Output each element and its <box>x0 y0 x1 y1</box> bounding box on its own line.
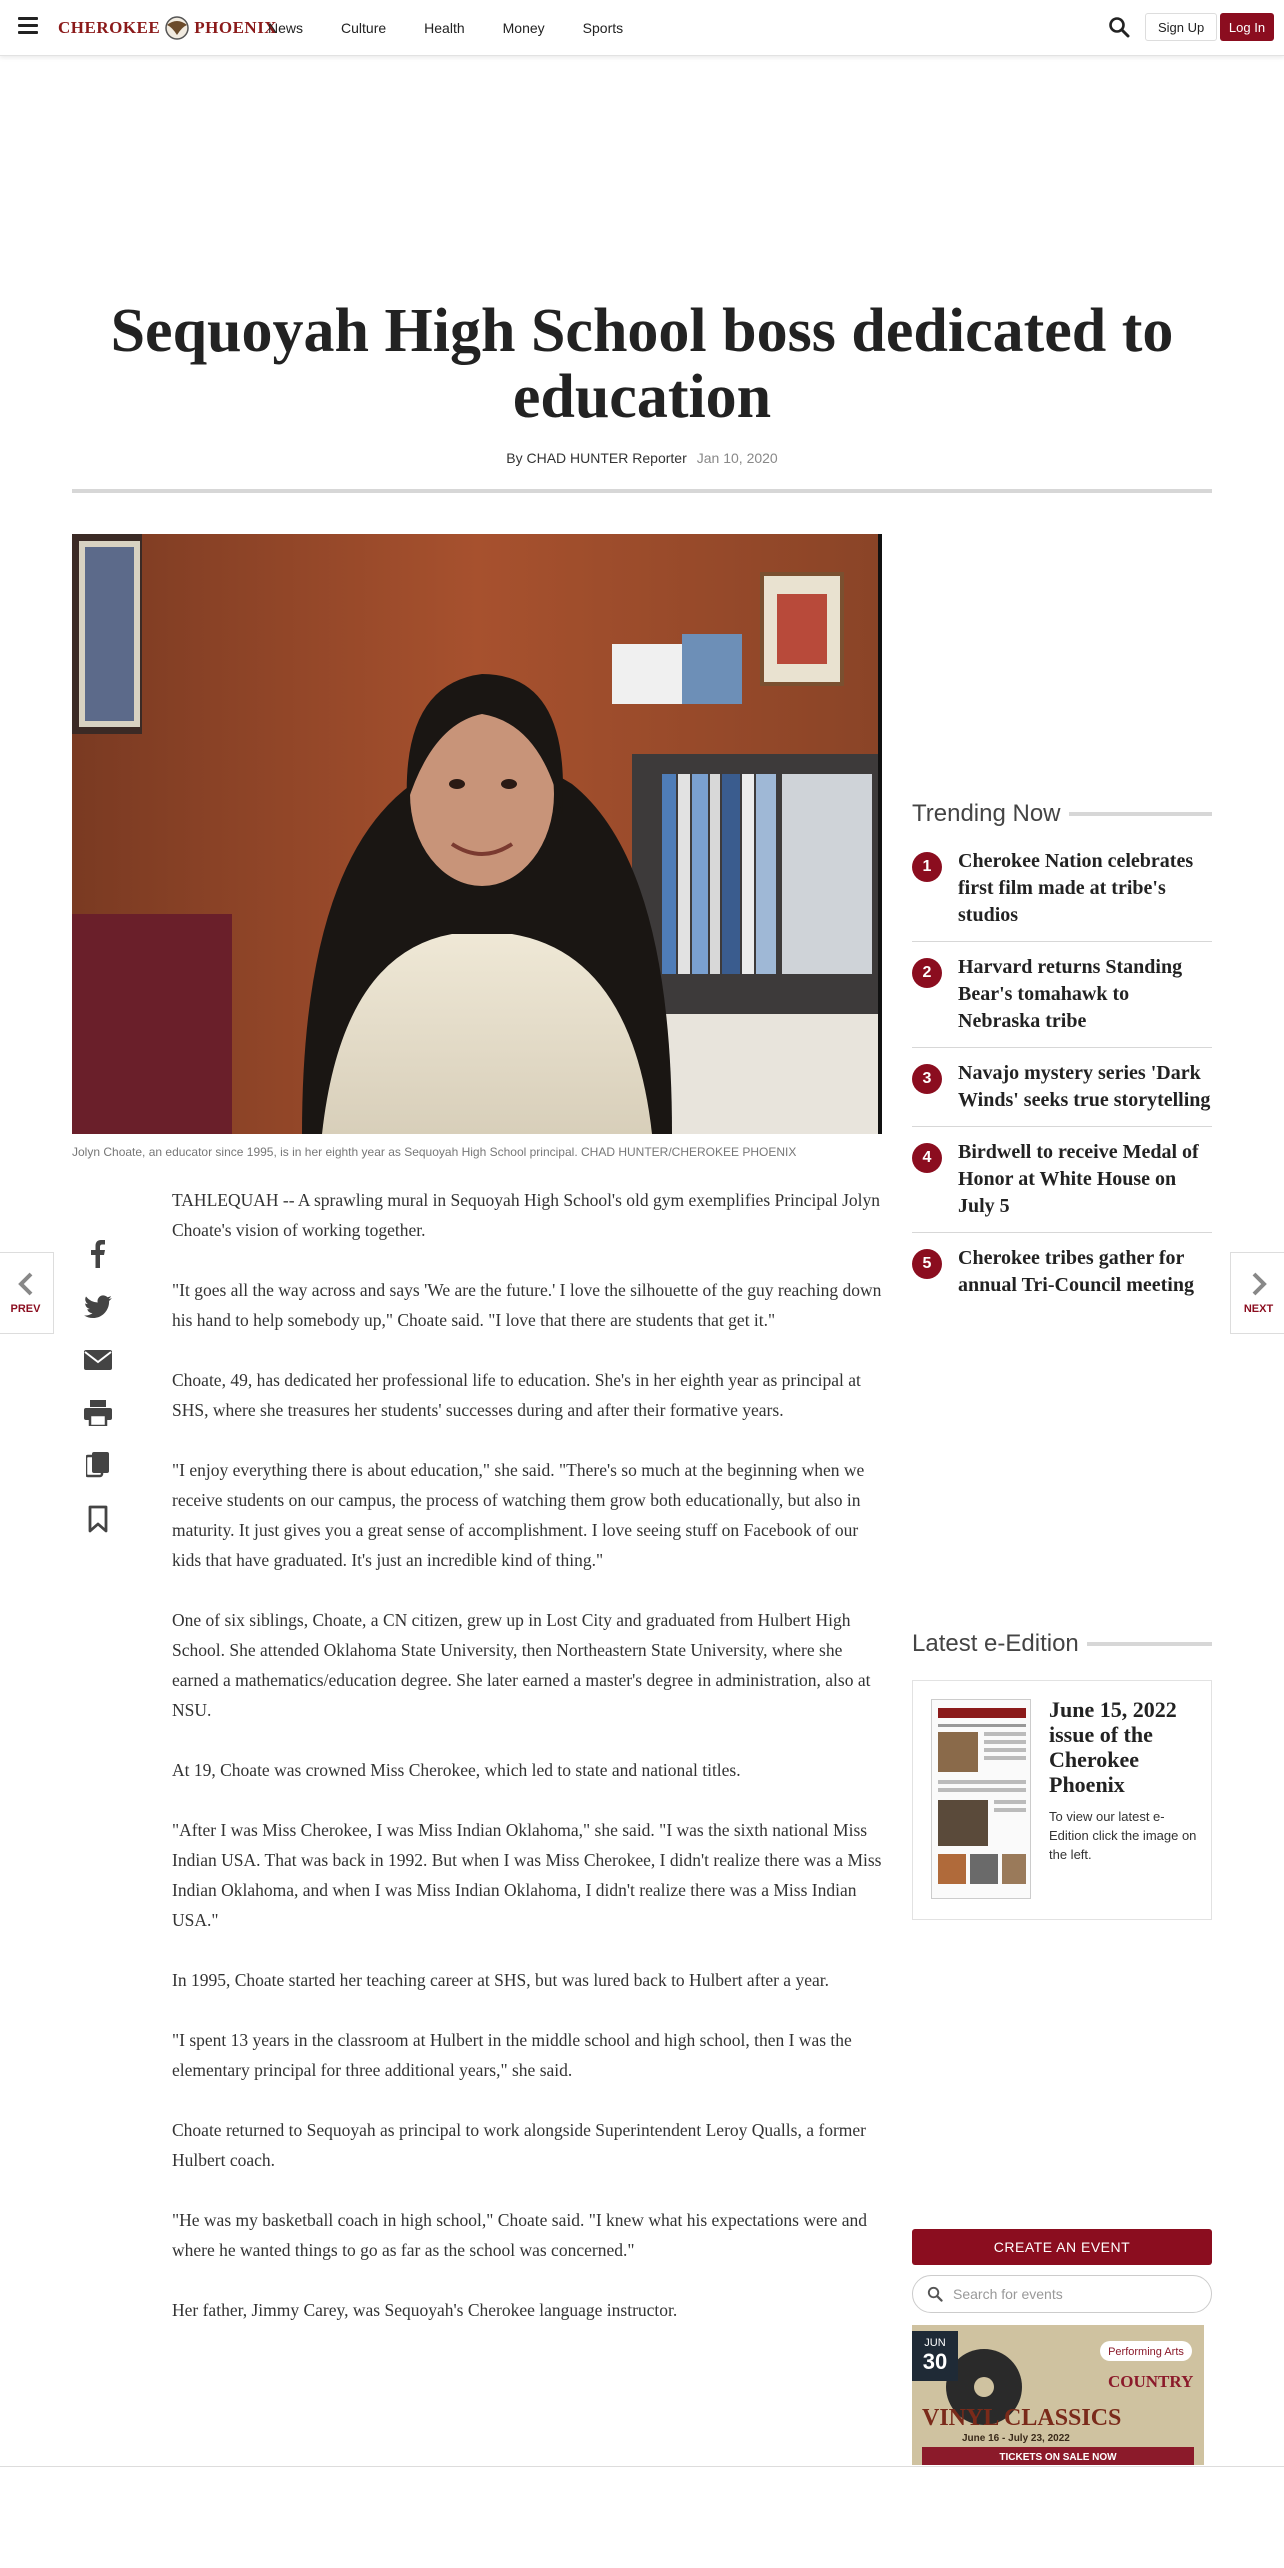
trending-title[interactable]: Navajo mystery series 'Dark Winds' seeks true storytelling <box>958 1062 1211 1111</box>
edition-title[interactable]: June 15, 2022 issue of the Cherokee Phoenix <box>1049 1697 1177 1797</box>
trending-heading-text: Trending Now <box>912 800 1061 827</box>
nav-sports[interactable]: Sports <box>582 20 624 36</box>
article-paragraph: TAHLEQUAH -- A sprawling mural in Sequoyah High School's old gym exemplifies Principal Jolyn Choate's vision of working together. <box>172 1190 880 1240</box>
facebook-icon[interactable] <box>82 1238 114 1270</box>
event-day: 30 <box>922 2349 948 2374</box>
chevron-right-icon <box>1250 1271 1268 1297</box>
heading-rule <box>1069 812 1212 816</box>
search-icon[interactable] <box>1108 16 1130 38</box>
trending-title[interactable]: Cherokee tribes gather for annual Tri-Council meeting <box>958 1247 1194 1296</box>
article-paragraph: Choate returned to Sequoyah as principal to work alongside Superintendent Leroy Qualls, a former Hulbert coach. <box>172 2120 866 2170</box>
trending-title[interactable]: Birdwell to receive Medal of Honor at White House on July 5 <box>958 1141 1199 1217</box>
edition-heading-text: Latest e-Edition <box>912 1630 1079 1657</box>
email-icon[interactable] <box>82 1344 114 1376</box>
search-icon <box>927 2286 943 2302</box>
trending-rank: 3 <box>912 1064 942 1094</box>
share-rail <box>82 1238 114 1556</box>
page-bottom-rule <box>0 2466 1284 2467</box>
event-search-input[interactable] <box>953 2286 1193 2302</box>
trending-item[interactable] <box>912 954 1212 1048</box>
article-photo[interactable] <box>72 534 882 1134</box>
logo-text-left: CHEROKEE <box>58 18 161 37</box>
heading-rule <box>1087 1642 1212 1646</box>
trending-title[interactable]: Cherokee Nation celebrates first film made at tribe's studios <box>958 850 1194 926</box>
trending-title[interactable]: Harvard returns Standing Bear's tomahawk to Nebraska tribe <box>958 956 1183 1032</box>
newspaper-cover-image <box>932 1700 1031 1899</box>
main-nav <box>268 0 661 56</box>
twitter-icon[interactable] <box>82 1291 114 1323</box>
portrait-image <box>72 534 882 1134</box>
signup-button[interactable]: Sign Up <box>1145 13 1217 41</box>
article-paragraph: "I enjoy everything there is about education," she said. "There's so much at the beginning when we receive students on our campus, the process of watching them grow both educationally, but also in maturity. It just gives you a great sense of accomplishment. I love seeing stuff on Facebook of our kids that have graduated. It's just an incredible kind of thing." <box>172 1460 865 1570</box>
event-title: VINYL CLASSICS <box>922 2405 1122 2431</box>
trending-item[interactable] <box>912 1139 1212 1233</box>
article-paragraph: Her father, Jimmy Carey, was Sequoyah's Cherokee language instructor. <box>172 2300 678 2320</box>
login-button[interactable]: Log In <box>1220 13 1274 41</box>
article-paragraph: "After I was Miss Cherokee, I was Miss Indian Oklahoma," she said. "I was the sixth national Miss Indian USA. That was back in 1992. But when I was Miss Cherokee, I didn't realize there was a Miss Indian Oklahoma, and when I was Miss Indian Oklahoma, I didn't realize there was a Miss Indian USA." <box>172 1820 882 1930</box>
nav-culture[interactable]: Culture <box>341 20 387 36</box>
next-article-button[interactable] <box>1230 1252 1284 1334</box>
event-tag: Performing Arts <box>1108 2346 1184 2358</box>
article-paragraph: "It goes all the way across and says 'We are the future.' I love the silhouette of the guy reaching down his hand to help somebody up," Choate said. "I love that there are students that get it." <box>172 1280 882 1330</box>
trending-rank: 4 <box>912 1143 942 1173</box>
article-body <box>172 1185 884 2355</box>
trending-rank: 1 <box>912 852 942 882</box>
edition-card <box>912 1680 1212 1920</box>
byline <box>0 450 1284 466</box>
edition-heading <box>912 1630 1212 1658</box>
site-header <box>0 0 1284 56</box>
author-link[interactable]: By CHAD HUNTER Reporter <box>506 450 687 466</box>
article-paragraph: At 19, Choate was crowned Miss Cherokee, which led to state and national titles. <box>172 1760 741 1780</box>
prev-article-button[interactable] <box>0 1252 54 1334</box>
copy-icon[interactable] <box>82 1450 114 1482</box>
trending-heading <box>912 800 1212 828</box>
article-paragraph: "He was my basketball coach in high school," Choate said. "I knew what his expectations were and where he wanted things to go as far as the school was concerned." <box>172 2210 867 2260</box>
next-label: NEXT <box>1243 1303 1274 1315</box>
logo-text-right: PHOENIX <box>194 18 278 37</box>
title-divider <box>72 489 1212 493</box>
nav-health[interactable]: Health <box>424 20 465 36</box>
chevron-left-icon <box>17 1271 35 1297</box>
publish-date: Jan 10, 2020 <box>696 450 778 466</box>
print-icon[interactable] <box>82 1397 114 1429</box>
event-tickets: TICKETS ON SALE NOW <box>999 2452 1117 2463</box>
create-event-button[interactable]: CREATE AN EVENT <box>912 2229 1212 2265</box>
trending-rank: 5 <box>912 1249 942 1279</box>
article-paragraph: One of six siblings, Choate, a CN citizen, grew up in Lost City and graduated from Hulbert High School. She attended Oklahoma State University, then Northeastern State University, where she earned a mathematics/education degree. She later earned a master's degree in administration, also at NSU. <box>172 1610 871 1720</box>
edition-description: To view our latest e-Edition click the image on the left. <box>1049 1809 1197 1862</box>
article-paragraph: In 1995, Choate started her teaching career at SHS, but was lured back to Hulbert after a year. <box>172 1970 829 1990</box>
trending-rank: 2 <box>912 958 942 988</box>
article-paragraph: "I spent 13 years in the classroom at Hulbert in the middle school and high school, then I was the elementary principal for three additional years," she said. <box>172 2030 852 2080</box>
trending-item[interactable] <box>912 1060 1212 1127</box>
photo-caption: Jolyn Choate, an educator since 1995, is in her eighth year as Sequoyah High School principal. CHAD HUNTER/CHEROKEE PHOENIX <box>72 1145 797 1159</box>
nav-news[interactable]: News <box>268 20 304 36</box>
bookmark-icon[interactable] <box>82 1503 114 1535</box>
event-subtitle: COUNTRY <box>1108 2372 1194 2391</box>
site-logo[interactable] <box>58 12 277 44</box>
prev-label: PREV <box>10 1303 41 1315</box>
event-card[interactable] <box>912 2325 1204 2465</box>
event-month: JUN <box>924 2337 946 2349</box>
article-title: Sequoyah High School boss dedicated to education <box>110 297 1174 431</box>
menu-icon[interactable] <box>18 17 38 35</box>
nav-money[interactable]: Money <box>502 20 545 36</box>
edition-thumbnail[interactable] <box>931 1699 1031 1899</box>
trending-item[interactable] <box>912 1245 1212 1311</box>
event-date <box>912 2331 958 2381</box>
article-paragraph: Choate, 49, has dedicated her professional life to education. She's in her eighth year as principal at SHS, where she treasures her students' successes during and after their formative years. <box>172 1370 861 1420</box>
event-search <box>912 2275 1212 2313</box>
phoenix-seal-icon <box>162 15 192 41</box>
trending-list <box>912 848 1212 1323</box>
event-dates: June 16 - July 23, 2022 <box>962 2433 1070 2444</box>
trending-item[interactable] <box>912 848 1212 942</box>
